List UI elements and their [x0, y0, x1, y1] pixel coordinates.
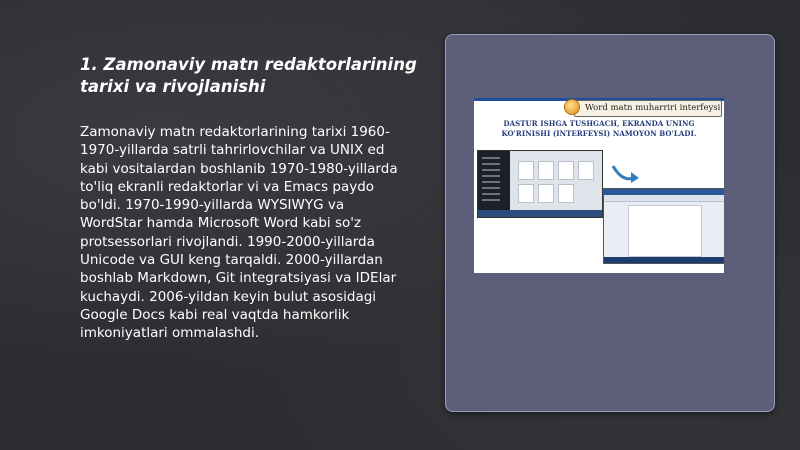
document-thumbnail-icon — [578, 161, 594, 180]
document-thumbnail-icon — [558, 161, 574, 180]
figure-label: Word matn muharriri interfeysi — [574, 100, 722, 117]
word-ribbon — [604, 195, 724, 202]
curved-arrow-icon — [610, 162, 640, 186]
taskbar — [604, 257, 724, 263]
document-thumbnail-icon — [538, 161, 554, 180]
document-thumbnail-icon — [518, 184, 534, 203]
document-thumbnail-icon — [538, 184, 554, 203]
taskbar — [478, 210, 602, 217]
figure-caption-line-2: KO'RINISHI (INTERFEYSI) NAMOYON BO'LADI. — [501, 129, 697, 138]
document-thumbnail-icon — [558, 184, 574, 203]
word-document-page — [628, 205, 702, 257]
word-window-screenshot — [603, 188, 724, 264]
document-thumbnail-icon — [518, 161, 534, 180]
figure-image — [474, 98, 724, 273]
lightbulb-icon — [564, 99, 580, 115]
slide-title: 1. Zamonaviy matn redaktorlarining tarixi va rivojlanishi — [80, 55, 417, 96]
start-menu-panel — [478, 151, 510, 217]
slide-body-text: Zamonaviy matn redaktorlarining tarixi 1960-1970-yillarda satrli tahrirlovchilar va UNIX ed kabi vositalardan boshlanib 1970-1980-yillarda to'liq ekranli redaktorlar vi va Emacs paydo bo'ldi. 1970-1990-yillarda WYSIWYG va WordStar hamda Microsoft Word kabi so'z protsessorlari rivojlandi. 1990-2000-yillarda Unicode va GUI keng tarqaldi. 2000-yillardan boshlab Markdown, Git integratsiyasi va IDElar kuchaydi. 2006-yildan keyin bulut asosidagi Google Docs kabi real vaqtda hamkorlik imkoniyatlari ommalashdi. — [80, 124, 398, 342]
figure-caption-line-1: DASTUR ISHGA TUSHGACH, EKRANDA UNING — [503, 119, 695, 128]
start-menu-screenshot — [477, 150, 603, 218]
figure-caption — [474, 119, 724, 139]
